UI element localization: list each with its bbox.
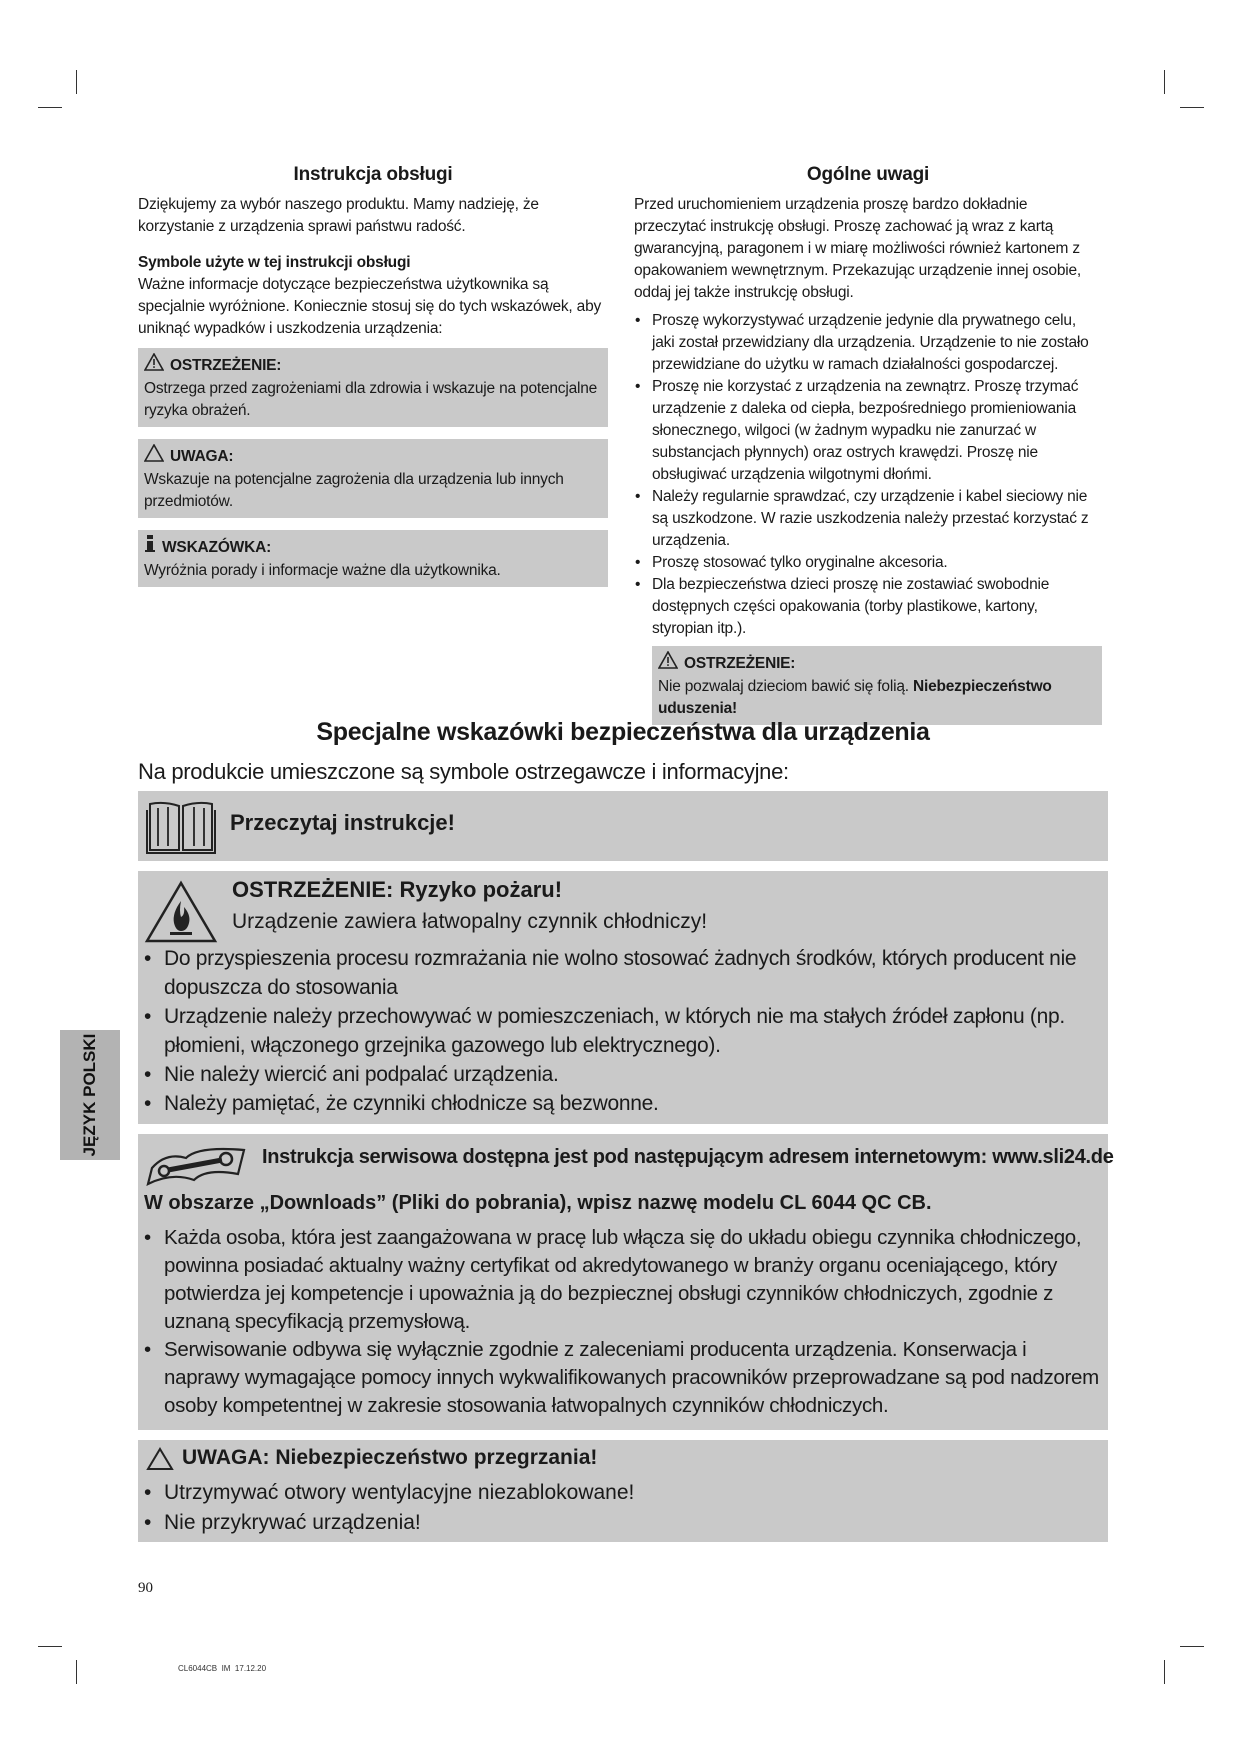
right-column [634,164,1102,725]
list-item: • Do przyspieszenia procesu rozmrażania nie wolno stosować żadnych środków, których producent nie dopuszcza do stosowania [140,944,1100,1002]
caution-triangle-icon [144,444,164,469]
crop-mark [76,1660,77,1684]
list-item: • Należy regularnie sprawdzać, czy urządzenie i kabel sieciowy nie są uszkodzone. W razie uszkodzenia należy przestać korzystać z urządzenia. [634,486,1102,552]
caution-triangle-icon [146,1447,174,1476]
left-column-title: Instrukcja obsługi [293,164,453,185]
overheat-warning-box [138,1440,1108,1542]
read-instructions-text: Przeczytaj instrukcje! [230,810,455,835]
suffocation-warning-box [652,646,1102,725]
fire-warning-box [138,871,1108,1124]
language-side-tab-label: JĘZYK POLSKI [80,1033,99,1157]
warning-triangle-icon [658,651,678,676]
intro-text: Dziękujemy za wybór naszego produktu. Mamy nadzieję, że korzystanie z urządzenia sprawi państwu radość. [138,196,539,235]
crop-mark [38,1646,62,1647]
fire-warning-icon [144,879,218,950]
crop-mark [1180,107,1204,108]
page-number: 90 [138,1580,153,1596]
service-info-list [140,1224,1100,1420]
symbols-text: Ważne informacje dotyczące bezpieczeństwa użytkownika są specjalnie wyróżnione. Koniecznie stosuj się do tych wskazówek, aby uniknąć wypadków i uszkodzenia urządzenia: [138,276,602,337]
footer-code: CL6044CB IM 17.12.20 [178,1664,267,1673]
overheat-warning-title: UWAGA: Niebezpieczeństwo przegrzania! [182,1446,598,1469]
list-item: • Proszę stosować tylko oryginalne akcesoria. [634,552,1102,574]
list-item: • Każda osoba, która jest zaangażowana w pracę lub włącza się do układu obiegu czynnika chłodniczego, powinna posiadać aktualny ważny certyfikat od akredytowanego w branży organu oceniającego, który potwierdza jej kompetencje i upoważnia ją do bezpiecznej obsługi czynników chłodniczych, zgodnie z uznaną specyfikacją przemysłową. [140,1224,1100,1336]
crop-mark [1180,1646,1204,1647]
fire-warning-list [140,944,1100,1118]
crop-mark [76,70,77,94]
warning-triangle-icon [144,353,164,378]
suffocation-warning-bold: Niebezpieczeństwo uduszenia! [658,678,1052,717]
downloads-text: W obszarze „Downloads” (Pliki do pobrania), wpisz nazwę modelu CL 6044 QC CB. [144,1192,932,1214]
left-column [138,164,608,587]
caution-box-text: Wskazuje na potencjalne zagrożenia dla urządzenia lub innych przedmiotów. [144,471,564,510]
symbols-heading: Symbole użyte w tej instrukcji obsługi [138,254,411,271]
crop-mark [38,107,62,108]
suffocation-warning-text [658,676,1096,720]
crop-mark [1164,1660,1165,1684]
list-item: • Serwisowanie odbywa się wyłącznie zgodnie z zaleceniami producenta urządzenia. Konserwacja i naprawy wymagające pomocy innych wykwalifikowanych pracowników przeprowadzane są pod nadzorem osoby kompetentnej w zakresie stosowania łatwopalnych czynników chłodniczych. [140,1336,1100,1420]
overheat-warning-list [140,1478,1100,1538]
list-item: • Proszę wykorzystywać urządzenie jedynie dla prywatnego celu, jaki został przewidziany dla urządzenia. Urządzenie to nie zostało przewidziane do użytku w ramach działalności gospodarczej. [634,310,1102,376]
list-item: • Proszę nie korzystać z urządzenia na zewnątrz. Proszę trzymać urządzenie z daleka od ciepła, bezpośredniego promieniowania słonecznego, wilgoci (w żadnym wypadku nie zanurzać w substancjach płynnych) oraz ostrych krawędzi. Proszę nie obsługiwać urządzenia wilgotnymi dłońmi. [634,376,1102,486]
list-item: • Nie przykrywać urządzenia! [140,1508,1100,1538]
service-manual-icon [146,1142,250,1191]
read-instructions-box [138,791,1108,861]
caution-box [138,439,608,518]
right-column-title: Ogólne uwagi [806,164,930,185]
crop-mark [1164,70,1165,94]
service-info-box [138,1134,1114,1430]
info-icon [144,535,156,560]
general-intro-text: Przed uruchomieniem urządzenia proszę bardzo dokładnie przeczytać instrukcję obsługi. Proszę zachować ją wraz z kartą gwarancyjną, paragonem i w miarę możliwości również kartonem z opakowaniem wewnętrznym. Przekazując urządzenie innej osobie, oddaj jej także instrukcję obsługi. [634,196,1082,301]
list-item: • Urządzenie należy przechowywać w pomieszczeniach, w których nie ma stałych źródeł zapłonu (np. płomieni, włączonego grzejnika gazowego lub elektrycznego). [140,1002,1100,1060]
general-notes-list [634,310,1102,640]
tip-box-title: WSKAZÓWKA: [162,538,272,556]
suffocation-warning-title: OSTRZEŻENIE: [684,654,796,672]
suffocation-warning-normal: Nie pozwalaj dzieciom bawić się folią. [658,678,909,695]
caution-box-title: UWAGA: [170,447,234,465]
list-item: • Nie należy wiercić ani podpalać urządzenia. [140,1060,1100,1089]
list-item: • Utrzymywać otwory wentylacyjne niezablokowane! [140,1478,1100,1508]
special-section-title: Specjalne wskazówki bezpieczeństwa dla urządzenia [316,718,930,746]
language-side-tab [60,1030,120,1160]
book-icon [146,798,216,859]
warning-box [138,348,608,427]
tip-box [138,530,608,587]
fire-warning-subtitle: Urządzenie zawiera łatwopalny czynnik chłodniczy! [232,910,708,933]
warning-box-title: OSTRZEŻENIE: [170,356,282,374]
fire-warning-title: OSTRZEŻENIE: Ryzyko pożaru! [232,877,563,902]
special-section-subtitle: Na produkcie umieszczone są symbole ostrzegawcze i informacyjne: [138,759,789,784]
service-info-title: Instrukcja serwisowa dostępna jest pod następującym adresem internetowym: www.sli24.de [262,1146,1114,1168]
warning-box-text: Ostrzega przed zagrożeniami dla zdrowia i wskazuje na potencjalne ryzyka obrażeń. [144,380,598,419]
tip-box-text: Wyróżnia porady i informacje ważne dla użytkownika. [144,562,501,579]
list-item: • Dla bezpieczeństwa dzieci proszę nie zostawiać swobodnie dostępnych części opakowania (torby plastikowe, kartony, styropian itp.). [634,574,1102,640]
list-item: • Należy pamiętać, że czynniki chłodnicze są bezwonne. [140,1089,1100,1118]
